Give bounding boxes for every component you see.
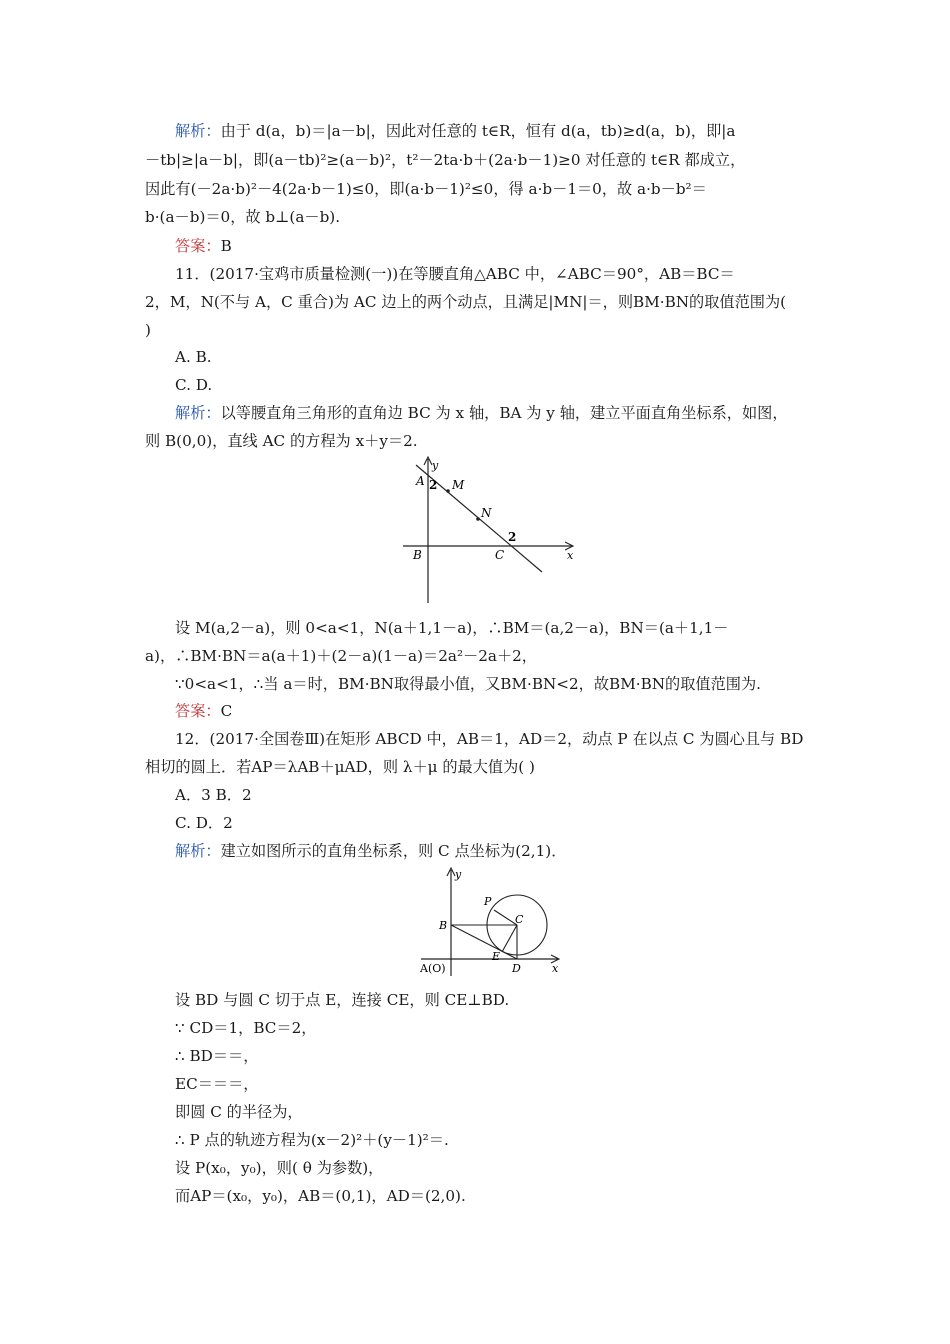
fig1-label-2-x: 2: [508, 530, 517, 544]
fig2-label-e: E: [492, 950, 501, 963]
q12-after-line-6: ∴ P 点的轨迹方程为(x－2)²＋(y－1)²＝.: [175, 1131, 449, 1149]
fig1-label-n: N: [481, 506, 492, 520]
q12-after-line-4: EC＝＝＝，: [175, 1075, 259, 1093]
q11-answer-label: 答案：: [175, 702, 221, 720]
q12-after-line-3: ∴ BD＝＝，: [175, 1047, 259, 1065]
fig1-label-b: B: [413, 548, 422, 562]
q12-coordinate-figure: [418, 866, 568, 978]
point-n: [476, 517, 480, 521]
q11-coordinate-figure: [400, 455, 590, 605]
fig2-label-d: D: [512, 962, 521, 975]
fig1-label-c: C: [495, 548, 505, 562]
fig2-label-x: x: [552, 962, 559, 975]
fig1-label-x: x: [567, 549, 574, 562]
q10-answer-line: [175, 236, 815, 256]
q12-stem-line-1: 12．(2017·全国卷Ⅲ)在矩形 ABCD 中，AB＝1，AD＝2，动点 P 在以点 C 为圆心且与 BD: [175, 730, 804, 748]
q10-analysis-line-3: 因此有(－2a·b)²－4(2a·b－1)≤0，即(a·b－1)²≤0，得 a·b－1＝0，故 a·b－b²＝: [145, 180, 707, 198]
q10-analysis-line-2: －tb|≥|a－b|，即(a－tb)²≥(a－b)²，t²－2ta·b＋(2a·b－1)≥0 对任意的 t∈R 都成立，: [145, 151, 746, 169]
fig2-label-b: B: [439, 919, 448, 932]
fig2-label-origin: A(O): [420, 962, 446, 975]
q11-after-line-1: 设 M(a,2－a)，则 0<a<1，N(a＋1,1－a)，∴BM＝(a,2－a)，BN＝(a＋1,1－: [175, 619, 729, 637]
q10-answer-label: 答案：: [175, 237, 221, 255]
q10-analysis-line-1: [175, 121, 815, 141]
q11-analysis-text-1: 以等腰直角三角形的直角边 BC 为 x 轴，BA 为 y 轴，建立平面直角坐标系，如图，: [220, 404, 788, 422]
q11-option-ab: A. B.: [175, 348, 212, 366]
q11-stem-line-2: 2，M，N(不与 A，C 重合)为 AC 边上的两个动点，且满足|MN|＝，则BM·BN的取值范围为(: [145, 293, 787, 311]
q11-analysis-line-2: 则 B(0,0)，直线 AC 的方程为 x＋y＝2.: [145, 432, 418, 450]
q12-after-line-8: 而AP＝(x₀，y₀)，AB＝(0,1)，AD＝(2,0).: [175, 1187, 466, 1205]
q11-stem-line-1: 11．(2017·宝鸡市质量检测(一))在等腰直角△ABC 中，∠ABC＝90°，AB＝BC＝: [175, 265, 735, 283]
point-m: [446, 489, 450, 493]
q10-analysis-line-4: b·(a－b)＝0，故 b⊥(a－b).: [145, 208, 341, 226]
q12-stem-line-2: 相切的圆上．若AP＝λAB＋μAD，则 λ＋μ 的最大值为( ): [145, 758, 535, 776]
segment-ce: [502, 925, 517, 952]
fig2-label-p: P: [484, 895, 492, 908]
fig2-label-c: C: [515, 913, 524, 926]
fig1-label-m: M: [452, 478, 465, 492]
q11-answer-line: [175, 701, 815, 721]
fig2-label-y: y: [455, 868, 462, 881]
q12-analysis-text: 建立如图所示的直角坐标系，则 C 点坐标为(2,1)．: [220, 842, 567, 860]
q11-option-cd: C. D.: [175, 376, 213, 394]
fig1-label-y: y: [432, 459, 439, 472]
q11-after-line-3: ∵0<a<1，∴当 a＝时，BM·BN取得最小值，又BM·BN<2，故BM·BN的取值范围为.: [175, 675, 761, 693]
q12-after-line-2: ∵ CD＝1，BC＝2，: [175, 1019, 317, 1037]
q12-after-line-5: 即圆 C 的半径为，: [175, 1103, 303, 1121]
segment-cp: [494, 910, 517, 925]
q11-analysis-line-1: [175, 403, 815, 423]
q10-analysis-text-1: 由于 d(a，b)＝|a－b|，因此对任意的 t∈R，恒有 d(a，tb)≥d(a，b)，即|a: [220, 122, 736, 140]
q10-analysis-label: 解析：: [175, 122, 221, 140]
q12-analysis-line: [175, 841, 815, 861]
q12-after-line-7: 设 P(x₀，y₀)，则( θ 为参数)，: [175, 1159, 384, 1177]
q12-analysis-label: 解析：: [175, 842, 221, 860]
q11-after-line-2: a)，∴BM·BN＝a(a＋1)＋(2－a)(1－a)＝2a²－2a＋2，: [145, 647, 537, 665]
q11-analysis-label: 解析：: [175, 404, 221, 422]
q12-option-cd: C. D．2: [175, 814, 233, 832]
q10-answer-value: B: [220, 237, 232, 255]
q12-after-line-1: 设 BD 与圆 C 切于点 E，连接 CE，则 CE⊥BD.: [175, 991, 510, 1009]
q12-option-ab: A．3 B．2: [175, 786, 252, 804]
q11-stem-line-3: ): [145, 321, 151, 339]
fig1-label-a: A: [416, 474, 425, 488]
fig1-label-2-y: 2: [429, 478, 438, 492]
q11-answer-value: C: [220, 702, 233, 720]
